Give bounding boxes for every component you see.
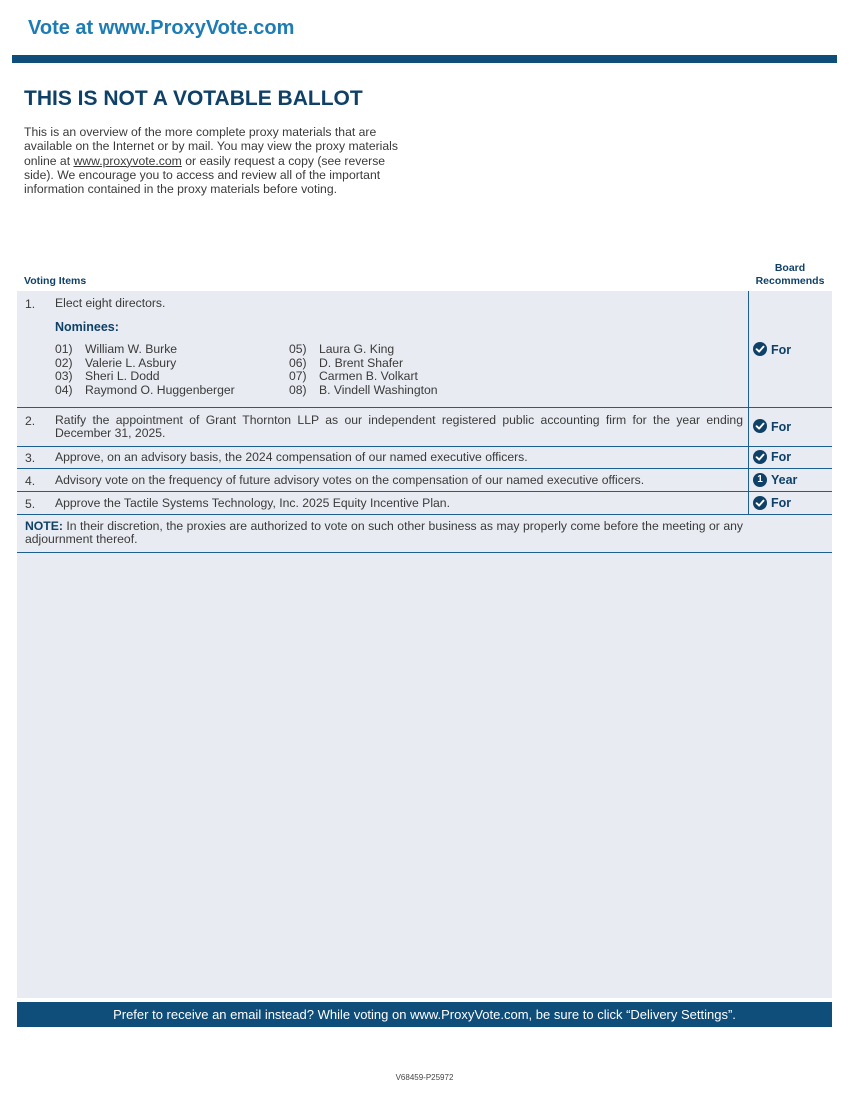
item-number: 3. — [25, 451, 36, 465]
page-title: THIS IS NOT A VOTABLE BALLOT — [24, 87, 363, 110]
board-recommendation — [748, 492, 833, 514]
check-icon — [753, 496, 767, 510]
recommendation-label: Year — [771, 473, 798, 487]
item-text: Elect eight directors. — [55, 296, 166, 310]
note-label: NOTE: — [25, 519, 63, 533]
site-title: Vote at www.ProxyVote.com — [28, 17, 295, 39]
voting-item-row — [17, 447, 832, 469]
board-recommendation — [748, 408, 833, 446]
intro-text-2: or easily request a copy (see reverse side). We encourage you to access and review all of the important information contained in the proxy materials before voting. — [24, 153, 386, 197]
nominee: 03) Sheri L. Dodd — [55, 369, 160, 383]
nominee: 08) B. Vindell Washington — [289, 382, 438, 397]
proxyvote-link[interactable]: www.proxyvote.com — [73, 153, 182, 168]
intro-text-1: This is an overview of the more complete proxy materials that are available on the Internet or by mail. You may view the proxy materials online at — [24, 125, 398, 168]
item-number: 4. — [25, 474, 36, 488]
nominee: 04) Raymond O. Huggenberger — [55, 382, 235, 397]
recommendation-label: For — [771, 343, 792, 357]
recommendation-label: For — [771, 450, 792, 464]
check-icon — [753, 342, 767, 356]
nominee: 02) Valerie L. Asbury — [55, 355, 177, 370]
note-text — [25, 520, 743, 545]
nominee: 05) Laura G. King — [289, 342, 395, 356]
item-text: Approve the Tactile Systems Technology, Inc. 2025 Equity Incentive Plan. — [55, 496, 450, 510]
voting-item-row — [17, 492, 832, 515]
board-recommendation — [748, 469, 833, 491]
nominee: 06) D. Brent Shafer — [289, 355, 403, 370]
nominee: 07) Carmen B. Volkart — [289, 369, 418, 383]
item-number: 5. — [25, 497, 36, 511]
delivery-settings-banner: Prefer to receive an email instead? While voting on www.ProxyVote.com, be sure to click “Delivery Settings”. — [17, 1002, 832, 1027]
item-number: 1. — [25, 297, 36, 311]
check-icon — [753, 419, 767, 433]
note-row — [17, 515, 832, 553]
board-recommends-header: Board Recommends — [755, 262, 825, 287]
note-body: In their discretion, the proxies are authorized to vote on such other business as may properly come before the meeting or any adjournment thereof. — [25, 519, 743, 546]
voting-items-header: Voting Items — [24, 275, 87, 287]
header-rule — [12, 55, 837, 63]
item-text: Approve, on an advisory basis, the 2024 compensation of our named executive officers. — [55, 450, 528, 464]
nominees-column-left — [55, 343, 235, 397]
recommendation-label: For — [771, 496, 792, 510]
board-recommendation — [748, 447, 833, 468]
nominee: 01) William W. Burke — [55, 342, 178, 356]
board-recommendation — [748, 291, 833, 407]
voting-item-row — [17, 469, 832, 492]
voting-item-row — [17, 291, 832, 408]
voting-item-row — [17, 408, 832, 447]
item-text: Ratify the appointment of Grant Thornton LLP as our independent registered public accounting firm for the year ending December 31, 2025. — [55, 413, 743, 440]
nominees-column-right — [289, 343, 438, 397]
recommendation-label: For — [771, 420, 792, 434]
item-text: Advisory vote on the frequency of future advisory votes on the compensation of our named executive officers. — [55, 473, 645, 487]
check-icon — [753, 450, 767, 464]
nominees-label: Nominees: — [55, 320, 119, 334]
intro-paragraph — [24, 125, 409, 196]
item-number: 2. — [25, 414, 36, 428]
document-code: V68459-P25972 — [395, 1073, 454, 1082]
number-one-icon: 1 — [753, 473, 767, 487]
